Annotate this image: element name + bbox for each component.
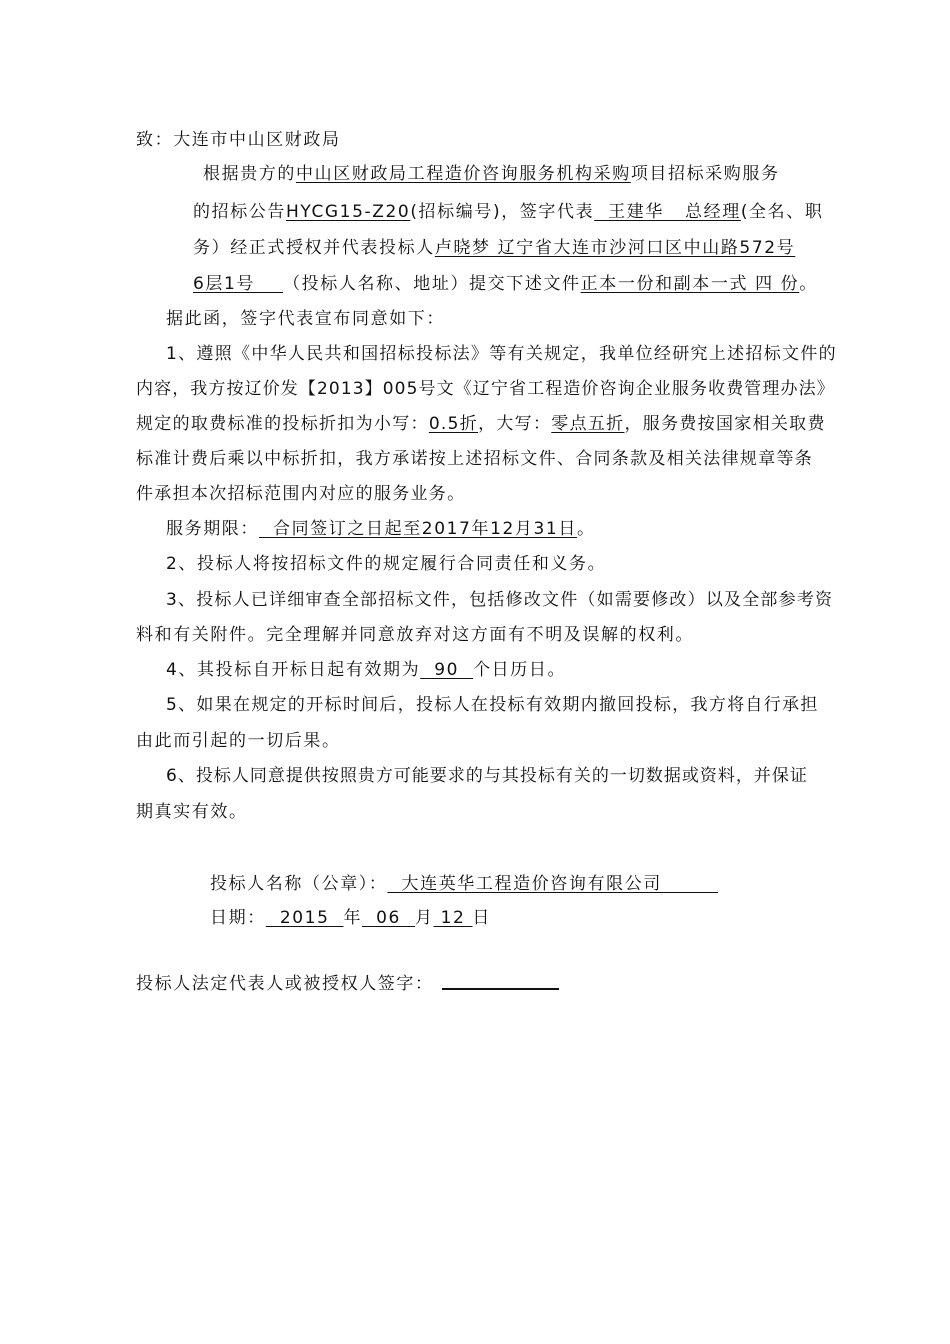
intro-text: 。 (799, 274, 818, 294)
clause-text: 4、其投标自开标日起有效期为 (166, 660, 421, 680)
date-year-unit: 年 (343, 908, 363, 928)
bidder-name-line (210, 872, 718, 896)
discount-capital: 零点五折 (551, 414, 625, 434)
clause4 (166, 658, 566, 682)
discount-small: 0.5折 (428, 414, 479, 434)
clause1-line3 (136, 412, 826, 436)
intro-line-2 (193, 200, 823, 224)
service-period-value: 合同签订之日起至2017年12月31日 (259, 519, 577, 539)
signature-label: 投标人法定代表人或被授权人签字： (136, 974, 434, 994)
recipient-name: 大连市中山区财政局 (173, 130, 341, 150)
recipient-line (136, 128, 341, 152)
clause1-line2: 内容，我方按辽价发【2013】005号文《辽宁省工程造价咨询企业服务收费管理办法》 (136, 379, 835, 399)
intro-text: 根据贵方的 (203, 164, 296, 184)
clause1-line4: 标准计费后乘以中标折扣，我方承诺按上述招标文件、合同条款及相关法律规章等条 (136, 449, 814, 469)
date-month-unit: 月 (414, 908, 434, 928)
clause1-line1: 1、遵照《中华人民共和国招标投标法》等有关规定，我单位经研究上述招标文件的 (166, 344, 837, 364)
recipient-prefix: 致： (136, 130, 174, 150)
service-period-end: 。 (576, 519, 596, 539)
intro-text: （投标人名称、地址）提交下述文件 (283, 274, 581, 294)
clause6-line2: 期真实有效。 (136, 802, 248, 822)
tender-number: HYCG15-Z20 (286, 202, 411, 222)
clause-text: 规定的取费标准的投标折扣为小写： (136, 414, 429, 434)
bidder-company-name: 大连英华工程造价咨询有限公司 (387, 874, 718, 894)
copies-count: 正本一份和副本一式 四 份 (580, 274, 800, 294)
clause5-line1: 5、如果在规定的开标时间后，投标人在投标有效期内撤回投标，我方将自行承担 (166, 695, 819, 715)
declaration: 据此函，签字代表宣布同意如下： (166, 309, 445, 329)
clause6-line1: 6、投标人同意提供按照贵方可能要求的与其投标有关的一切数据或资料，并保证 (166, 766, 808, 786)
intro-line-3 (193, 236, 795, 260)
clause2: 2、投标人将按招标文件的规定履行合同责任和义务。 (166, 554, 607, 574)
service-period (166, 517, 596, 541)
clause3-line1: 3、投标人已详细审查全部招标文件，包括修改文件（如需要修改）以及全部参考资 (166, 590, 834, 610)
date-label: 日期： (210, 908, 266, 928)
service-period-label: 服务期限： (166, 519, 259, 539)
signature-line (442, 988, 559, 990)
clause1-line5: 件承担本次招标范围内对应的服务业务。 (136, 484, 466, 504)
bidder-name-label: 投标人名称（公章）： (210, 874, 388, 894)
date-line (210, 906, 491, 930)
clause5-line2: 由此而引起的一切后果。 (136, 731, 341, 751)
project-name: 中山区财政局工程造价咨询服务机构采购 (296, 164, 631, 184)
intro-text: 项目招标采购服务 (630, 164, 780, 184)
clause-text: ，大写： (478, 414, 552, 434)
intro-line-4 (193, 272, 818, 296)
bidder-address-cont: 6层1号 (193, 274, 284, 294)
intro-text: (招标编号)，签字代表 (410, 202, 595, 222)
clause-text: 个日历日。 (473, 660, 567, 680)
intro-text: 的招标公告 (193, 202, 286, 222)
intro-line-1 (203, 162, 780, 186)
intro-text: 务）经正式授权并代表投标人 (193, 238, 435, 258)
representative-name: 王建华 总经理 (594, 202, 741, 222)
validity-days: 90 (420, 660, 474, 680)
bidder-name-address: 卢晓梦 辽宁省大连市沙河口区中山路572号 (434, 238, 796, 258)
date-month: 06 (362, 908, 415, 928)
clause3-line2: 料和有关附件。完全理解并同意放弃对这方面有不明及误解的权利。 (136, 625, 694, 645)
clause-text: ，服务费按国家相关取费 (624, 414, 826, 434)
date-year: 2015 (265, 908, 344, 928)
date-day-unit: 日 (472, 908, 492, 928)
intro-text: (全名、职 (740, 202, 824, 222)
date-day: 12 (433, 908, 473, 928)
